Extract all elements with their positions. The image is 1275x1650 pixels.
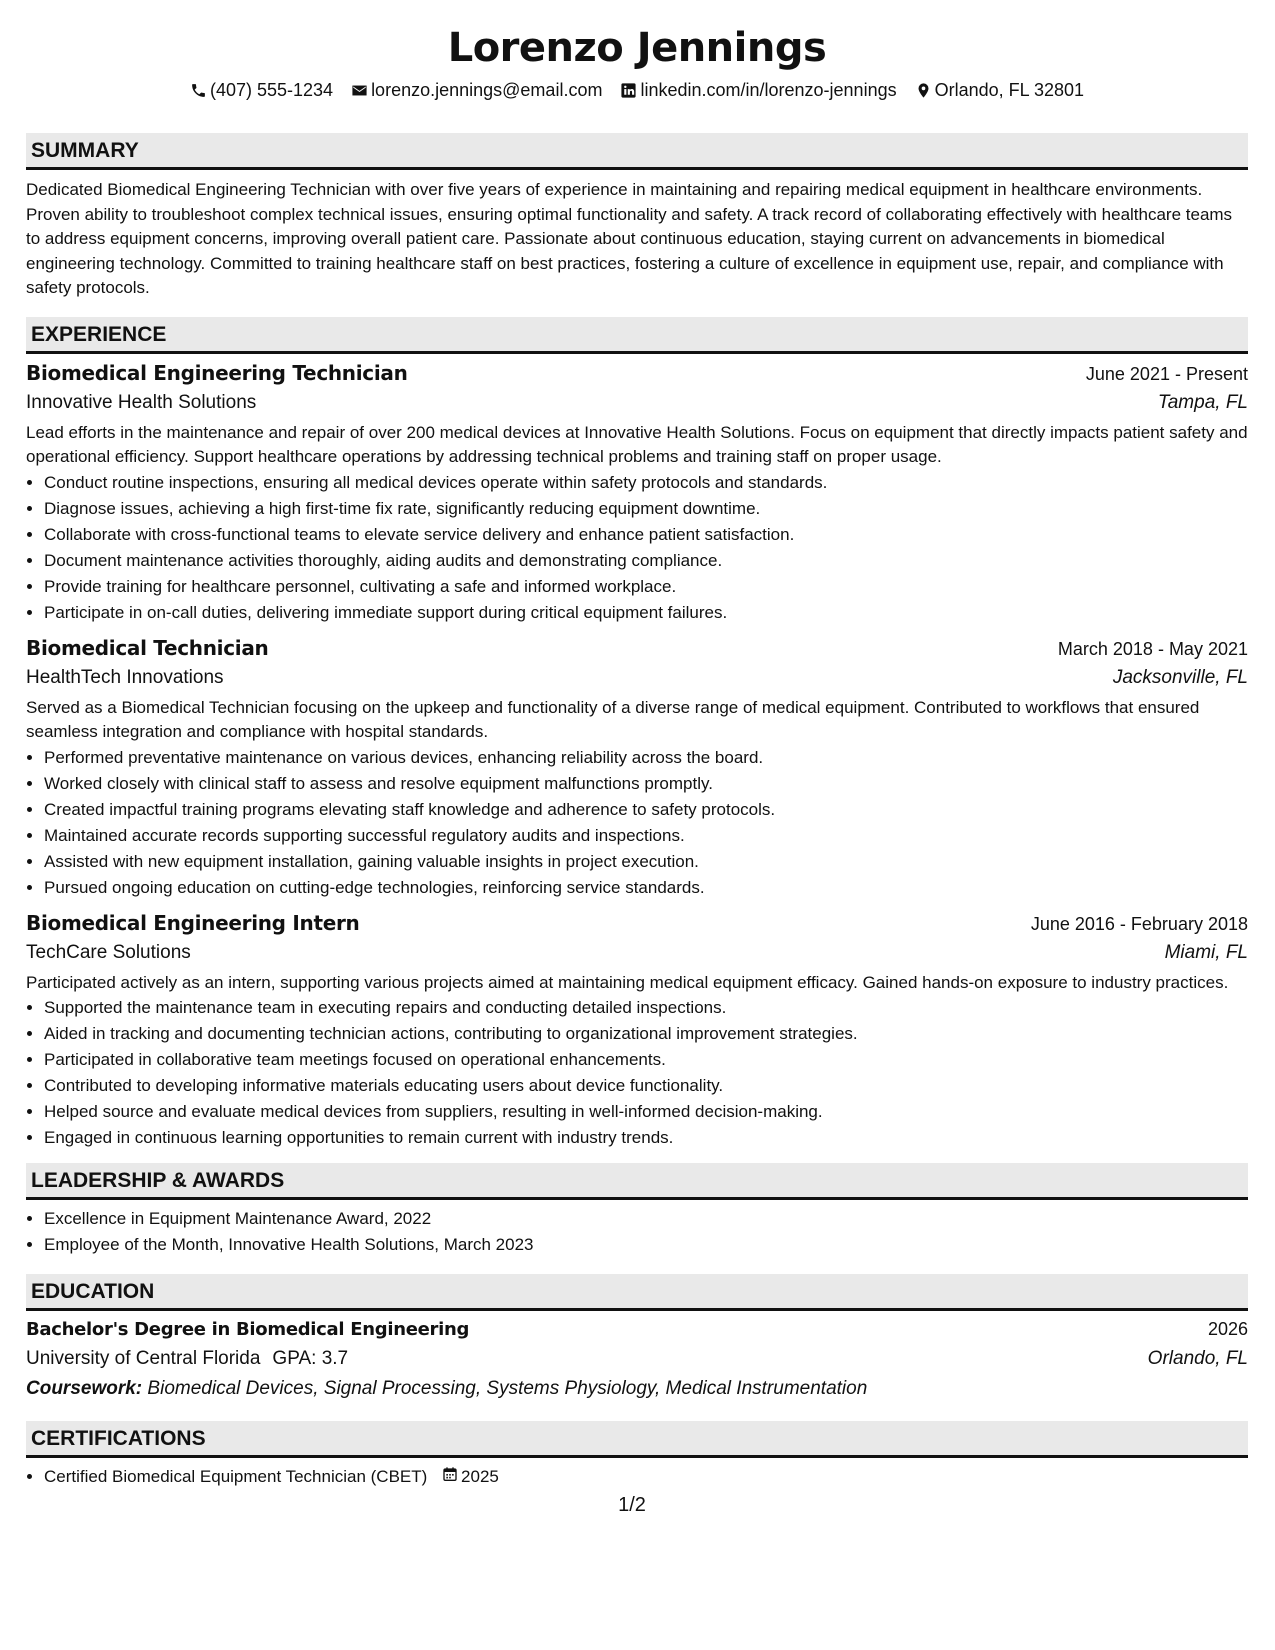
job-dates: March 2018 - May 2021	[1057, 638, 1248, 659]
education-coursework	[26, 1374, 1248, 1404]
list-item: • Diagnose issues, achieving a high first-time fix rate, significantly reducing equipment downtime.	[44, 496, 1248, 522]
list-item: • Worked closely with clinical staff to assess and resolve equipment malfunctions promptly.	[44, 771, 1248, 797]
linkedin-text[interactable]: linkedin.com/in/lorenzo-jennings	[640, 80, 897, 100]
job-location: Tampa, FL	[1157, 391, 1248, 413]
certification-year: 2025	[461, 1467, 499, 1486]
job-company: TechCare Solutions	[26, 941, 191, 963]
list-item: • Excellence in Equipment Maintenance Award, 2022	[44, 1206, 1248, 1232]
education-school: University of Central Florida	[26, 1348, 261, 1369]
list-item: • Performed preventative maintenance on various devices, enhancing reliability across the board.	[44, 745, 1248, 771]
list-item	[44, 1464, 1248, 1490]
job-header-row	[26, 359, 1248, 388]
education-gpa: GPA: 3.7	[272, 1348, 349, 1369]
job-entry	[26, 909, 1248, 1152]
list-item: • Conduct routine inspections, ensuring all medical devices operate within safety protocols and standards.	[44, 470, 1248, 496]
job-description: Lead efforts in the maintenance and repair of over 200 medical devices at Innovative Health Solutions. Focus on equipment that directly impacts patient safety and operational efficiency. Support healthcare operations by addressing technical problems and training staff on proper usage.	[26, 422, 1248, 466]
list-item: • Collaborate with cross-functional teams to elevate service delivery and enhance patient satisfaction.	[44, 522, 1248, 548]
list-item: • Provide training for healthcare personnel, cultivating a safe and informed workplace.	[44, 574, 1248, 600]
page-number: 1/2	[618, 1494, 646, 1516]
list-item: • Aided in tracking and documenting technician actions, contributing to organizational improvement strategies.	[44, 1021, 1248, 1047]
job-company: HealthTech Innovations	[26, 666, 224, 688]
job-company-row	[26, 663, 1248, 693]
education-location: Orlando, FL	[1147, 1348, 1248, 1369]
education-degree: Bachelor's Degree in Biomedical Engineering	[26, 1319, 470, 1340]
candidate-name: Lorenzo Jennings	[447, 25, 827, 71]
education-school-wrap	[26, 1344, 348, 1373]
job-location: Jacksonville, FL	[1112, 666, 1248, 688]
section-heading-education: EDUCATION	[26, 1274, 1248, 1311]
linkedin-icon	[620, 82, 637, 99]
job-company-row	[26, 938, 1248, 968]
job-header-row	[26, 909, 1248, 938]
job-bullets	[26, 745, 1248, 901]
phone-icon	[190, 82, 207, 99]
phone-text: (407) 555-1234	[209, 80, 334, 100]
list-item: • Employee of the Month, Innovative Health Solutions, March 2023	[44, 1232, 1248, 1258]
education-entry	[26, 1315, 1248, 1404]
contact-email[interactable]	[351, 78, 602, 102]
list-item: • Pursued ongoing education on cutting-edge technologies, reinforcing service standards.	[44, 875, 1248, 901]
education-year: 2026	[1207, 1319, 1248, 1339]
coursework-text: Biomedical Devices, Signal Processing, Systems Physiology, Medical Instrumentation	[147, 1378, 868, 1399]
section-heading-summary: SUMMARY	[26, 133, 1248, 170]
list-item: • Assisted with new equipment installation, gaining valuable insights in project execution.	[44, 849, 1248, 875]
job-company-row	[26, 388, 1248, 418]
certification-date	[442, 1464, 499, 1490]
list-item: • Helped source and evaluate medical devices from suppliers, resulting in well-informed decision-making.	[44, 1099, 1248, 1125]
job-description: Participated actively as an intern, supporting various projects aimed at maintaining medical equipment efficacy. Gained hands-on exposure to industry practices.	[26, 972, 1229, 992]
map-pin-icon	[915, 82, 932, 99]
job-dates: June 2016 - February 2018	[1030, 913, 1248, 934]
job-description: Served as a Biomedical Technician focusing on the upkeep and functionality of a diverse range of medical equipment. Contributed to workflows that ensured seamless integration and compliance with hospital standards.	[26, 697, 1200, 741]
job-dates: June 2021 - Present	[1085, 363, 1248, 384]
list-item: • Participated in collaborative team meetings focused on operational enhancements.	[44, 1047, 1248, 1073]
email-text[interactable]: lorenzo.jennings@email.com	[371, 80, 603, 100]
job-location: Miami, FL	[1164, 941, 1248, 963]
job-entry	[26, 634, 1248, 901]
job-header-row	[26, 634, 1248, 663]
coursework-label: Coursework:	[26, 1378, 143, 1399]
list-item: • Document maintenance activities thoroughly, aiding audits and demonstrating compliance.	[44, 548, 1248, 574]
job-title: Biomedical Engineering Intern	[26, 910, 360, 935]
certifications-list	[26, 1464, 1248, 1490]
contact-linkedin[interactable]	[620, 78, 896, 102]
list-item: • Maintained accurate records supporting successful regulatory audits and inspections.	[44, 823, 1248, 849]
list-item: • Participate in on-call duties, delivering immediate support during critical equipment failures.	[44, 600, 1248, 626]
job-entry	[26, 359, 1248, 626]
summary-text: Dedicated Biomedical Engineering Technician with over five years of experience in maintaining and repairing medical equipment in healthcare environments. Proven ability to troubleshoot complex technical issues, ensuring optimal functionality and safety. A track record of collaborating effectively with healthcare teams to address equipment concerns, improving overall patient care. Passionate about continuous education, staying current on advancements in biomedical engineering technology. Committed to training healthcare staff on best practices, fostering a culture of excellence in equipment use, repair, and compliance with safety protocols.	[26, 180, 1233, 297]
job-bullets	[26, 995, 1248, 1151]
section-heading-awards: LEADERSHIP & AWARDS	[26, 1163, 1248, 1200]
list-item: • Created impactful training programs elevating staff knowledge and adherence to safety protocols.	[44, 797, 1248, 823]
contact-bar	[26, 78, 1248, 102]
list-item: • Contributed to developing informative materials educating users about device functionality.	[44, 1073, 1248, 1099]
certification-name: Certified Biomedical Equipment Technician (CBET)	[44, 1467, 428, 1486]
job-title: Biomedical Technician	[26, 635, 269, 660]
job-bullets	[26, 470, 1248, 626]
section-heading-certifications: CERTIFICATIONS	[26, 1421, 1248, 1458]
envelope-icon	[351, 82, 368, 99]
education-header-row	[26, 1315, 1248, 1344]
resume-page	[26, 0, 1248, 1516]
awards-list	[26, 1206, 1248, 1258]
list-item: • Engaged in continuous learning opportunities to remain current with industry trends.	[44, 1125, 1248, 1151]
job-company: Innovative Health Solutions	[26, 391, 257, 413]
list-item: • Supported the maintenance team in executing repairs and conducting detailed inspections.	[44, 995, 1248, 1021]
job-title: Biomedical Engineering Technician	[26, 360, 408, 385]
location-text: Orlando, FL 32801	[934, 80, 1085, 100]
contact-location	[915, 78, 1084, 102]
section-heading-experience: EXPERIENCE	[26, 317, 1248, 354]
education-school-row	[26, 1344, 1248, 1374]
contact-phone	[190, 78, 333, 102]
calendar-icon	[442, 1464, 458, 1490]
